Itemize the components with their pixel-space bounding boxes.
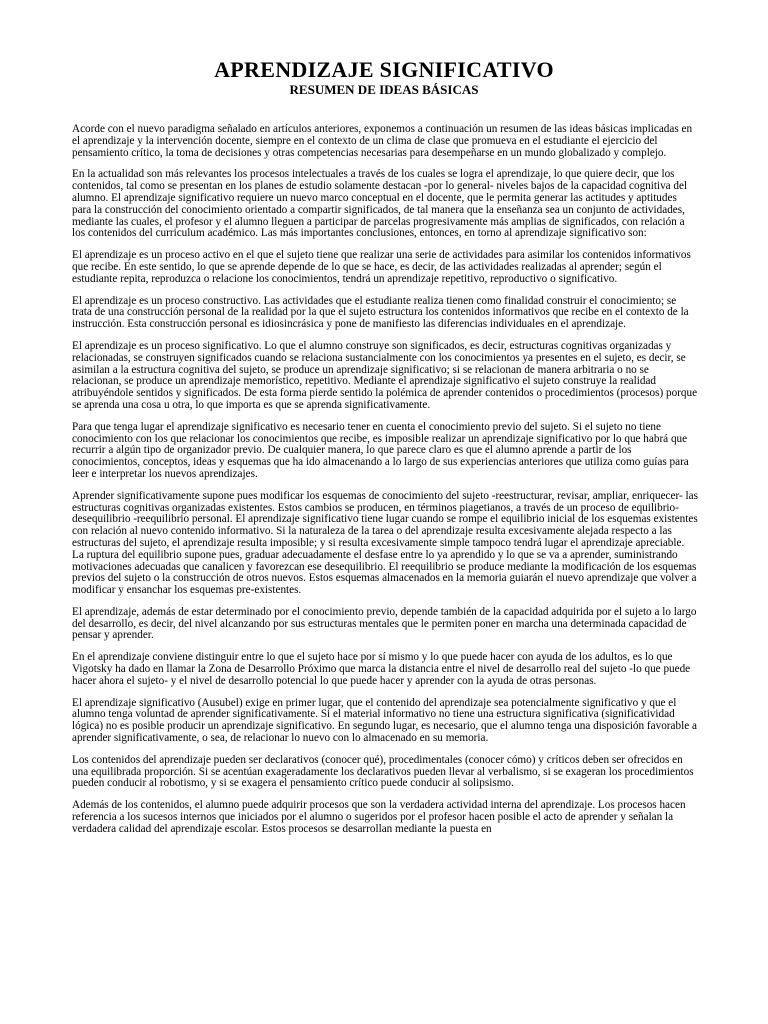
paragraph-9: En el aprendizaje conviene distinguir entre lo que el sujeto hace por sí mismo y lo que puede hacer con ayuda de los adultos, es lo que Vigotsky ha dado en llamar la Zona de Desarrollo Próximo que marca la distancia entre el nivel de desarrollo real del sujeto -lo que puede hacer ahora el sujeto- y el nivel de desarrollo potencial lo que puede hacer y aprender con la ayuda de otras personas. [72,651,691,687]
paragraph-5: El aprendizaje es un proceso significativo. Lo que el alumno construye son significados, es decir, estructuras cognitivas organizadas y relacionadas, se construyen significados cuando se relaciona sustancialmente con los conocimientos ya presentes en el sujeto, es decir, se asimilan a la estructura cognitiva del sujeto, se produce un aprendizaje significativo; si se relacionan de manera arbitraria o no se relacionan, se produce un aprendizaje memorístico, repetitivo. Mediante el aprendizaje significativo el sujeto construye la realidad atribuyéndole sentidos y significados. De esta forma pierde sentido la polémica de aprender contenidos o procedimientos (procesos) porque se aprenda una cosa u otra, lo que importa es que se aprenda significativamente. [72,339,698,411]
paragraph-6: Para que tenga lugar el aprendizaje significativo es necesario tener en cuenta el conocimiento previo del sujeto. Si el sujeto no tiene conocimiento con los que relacionar los conocimientos que recibe, es imposible realizar un aprendizaje significativo por lo que habrá que recurrir a algún tipo de organizador previo. De cualquier manera, lo que parece claro es que el alumno aprende a partir de los conocimientos, conceptos, ideas y esquemas que ha ido almacenando a lo largo de sus experiencias anteriores que utiliza como guías para leer e interpretar los nuevos aprendizajes. [72,420,689,480]
paragraph-2: En la actualidad son más relevantes los procesos intelectuales a través de los cuales se logra el aprendizaje, lo que quiere decir, que los contenidos, tal como se presentan en los planes de estudio solamente destacan -por lo general- niveles bajos de la capacidad cognitiva del alumno. El aprendizaje significativo requiere un nuevo marco conceptual en el docente, que le permita generar las actitudes y aptitudes para la construcción del conocimiento orientado a compartir significados, de tal manera que la enseñanza sea un conjunto de actividades, mediante las cuales, el profesor y el alumno lleguen a participar de parcelas progresivamente más amplias de significados, con relación a los contenidos del curriculum académico. Las más importantes conclusiones, entonces, en torno al aprendizaje significativo son: [72,168,688,240]
paragraph-11: Los contenidos del aprendizaje pueden ser declarativos (conocer qué), procedimentales (conocer cómo) y críticos deben ser ofrecidos en una equilibrada proporción. Si se acentúan exageradamente los declarativos pueden llevar al verbalismo, si se exageran los procedimientos pueden conducir al robotismo, y si se exagera el pensamiento crítico puede conducir al solipsismo. [72,753,694,790]
paragraph-4: El aprendizaje es un proceso constructivo. Las actividades que el estudiante realiza tienen como finalidad construir el conocimiento; se trata de una construcción personal de la realidad por la que el sujeto estructura los contenidos informativos que recibe en el contexto de la instrucción. Esta construcción personal es idiosincrásica y pone de manifiesto las diferencias individuales en el aprendizaje. [72,294,689,331]
document-subtitle: RESUMEN DE IDEAS BÁSICAS [289,82,479,97]
paragraph-3: El aprendizaje es un proceso activo en el que el sujeto tiene que realizar una serie de actividades para asimilar los contenidos informativos que recibe. En este sentido, lo que se aprende depende de lo que se hace, es decir, de las actividades realizadas al aprender; según el estudiante repita, reproduzca o relacione los conocimientos, tendrá un aprendizaje repetitivo, reproductivo o significativo. [72,249,691,285]
paragraph-10: El aprendizaje significativo (Ausubel) exige en primer lugar, que el contenido del aprendizaje sea potencialmente significativo y que el alumno tenga voluntad de aprender significativamente. Si el material informativo no tiene una estructura significativa (significatividad lógica) no es posible producir un aprendizaje significativo. En segundo lugar, es necesario, que el alumno tenga una disposición favorable a aprender significativamente, o sea, de relacionar lo nuevo con lo almacenado en su memoria. [72,696,697,745]
paragraph-8: El aprendizaje, además de estar determinado por el conocimiento previo, depende también de la capacidad adquirida por el sujeto a lo largo del desarrollo, es decir, del nivel alcanzando por sus estructuras mentales que le permiten poner en marcha una determinada capacidad de pensar y aprender. [72,605,697,642]
document-header [0,58,768,97]
paragraph-1: Acorde con el nuevo paradigma señalado en artículos anteriores, exponemos a continuación un resumen de las ideas básicas implicadas en el aprendizaje y la intervención docente, siempre en el contexto de un clima de clase que promueva en el estudiante el ejercicio del pensamiento crítico, la toma de decisiones y otras competencias necesarias para desempeñarse en un mundo globalizado y complejo. [72,123,693,159]
paragraph-12: Además de los contenidos, el alumno puede adquirir procesos que son la verdadera actividad interna del aprendizaje. Los procesos hacen referencia a los sucesos internos que iniciados por el alumno o sugeridos por el profesor hacen posible el acto de aprender y señalan la verdadera calidad del aprendizaje escolar. Estos procesos se desarrollan mediante la puesta en [72,799,686,835]
document-title: APRENDIZAJE SIGNIFICATIVO [214,57,554,82]
paragraph-7: Aprender significativamente supone pues modificar los esquemas de conocimiento del sujeto -reestructurar, revisar, ampliar, enriquecer- las estructuras cognitivas organizadas existentes. Estos cambios se producen, en términos piagetianos, a través de un proceso de equilibrio-desequilibrio -reequilibrio personal. El aprendizaje significativo tiene lugar cuando se rompe el equilibrio inicial de los esquemas existentes con relación al nuevo contenido informativo. Si la naturaleza de la tarea o del aprendizaje resulta excesivamente alejada respecto a las estructuras del sujeto, el aprendizaje resulta imposible; y si resulta excesivamente simple tampoco tendrá lugar el aprendizaje apreciable. La ruptura del equilibrio supone pues, graduar adecuadamente el desfase entre lo ya aprendido y lo que se va a aprender, suministrando motivaciones adecuadas que canalicen y favorezcan ese desequilibrio. El reequilibrio se produce mediante la modificación de los esquemas previos del sujeto o la construcción de otros nuevos. Estos esquemas almacenados en la memoria guiarán el nuevo aprendizaje que volver a modificar y ensanchar los esquemas pre-existentes. [72,489,698,597]
document-body [72,124,698,846]
